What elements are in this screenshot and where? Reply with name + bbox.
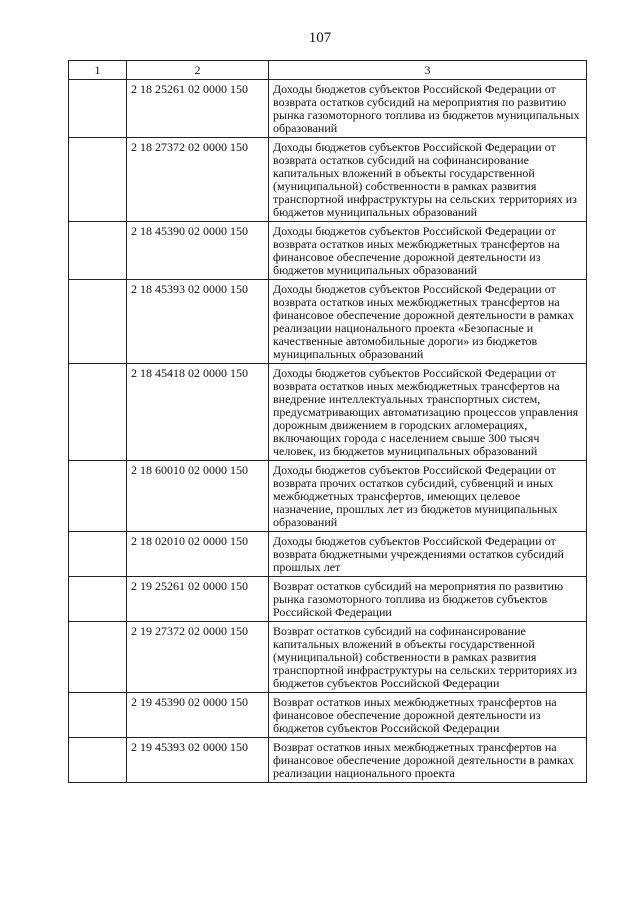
budget-code-cell: 2 19 45390 02 0000 150	[127, 693, 269, 738]
budget-code-cell: 2 18 27372 02 0000 150	[127, 138, 269, 222]
budget-code-cell: 2 19 27372 02 0000 150	[127, 622, 269, 693]
row-number-cell	[69, 693, 127, 738]
budget-code-cell: 2 19 25261 02 0000 150	[127, 577, 269, 622]
budget-code-cell: 2 18 02010 02 0000 150	[127, 532, 269, 577]
budget-code-cell: 2 18 60010 02 0000 150	[127, 461, 269, 532]
description-cell: Возврат остатков иных межбюджетных трансфертов на финансовое обеспечение дорожной деятельности в рамках реализации национального проекта	[269, 738, 587, 783]
table-row	[69, 364, 587, 461]
table-row	[69, 693, 587, 738]
table-row	[69, 622, 587, 693]
header-cell-2: 2	[127, 61, 269, 80]
budget-classification-table	[68, 60, 587, 783]
table-row	[69, 738, 587, 783]
table-row	[69, 280, 587, 364]
budget-code-cell: 2 18 45393 02 0000 150	[127, 280, 269, 364]
page-number: 107	[308, 30, 332, 46]
description-cell: Доходы бюджетов субъектов Российской Федерации от возврата остатков субсидий на мероприятия по развитию рынка газомоторного топлива из бюджетов муниципальных образований	[269, 80, 587, 138]
description-cell: Доходы бюджетов субъектов Российской Федерации от возврата прочих остатков субсидий, субвенций и иных межбюджетных трансфертов, имеющих целевое назначение, прошлых лет из бюджетов муниципальных образований	[269, 461, 587, 532]
description-cell: Возврат остатков субсидий на мероприятия по развитию рынка газомоторного топлива из бюджетов субъектов Российской Федерации	[269, 577, 587, 622]
table-row	[69, 532, 587, 577]
row-number-cell	[69, 738, 127, 783]
budget-code-cell: 2 19 45393 02 0000 150	[127, 738, 269, 783]
description-cell: Доходы бюджетов субъектов Российской Федерации от возврата остатков субсидий на софинансирование капитальных вложений в объекты государственной (муниципальной) собственности в рамках развития транспортной инфраструктуры на сельских территориях из бюджетов муниципальных образований	[269, 138, 587, 222]
description-cell: Доходы бюджетов субъектов Российской Федерации от возврата остатков иных межбюджетных трансфертов на финансовое обеспечение дорожной деятельности из бюджетов муниципальных образований	[269, 222, 587, 280]
description-cell: Доходы бюджетов субъектов Российской Федерации от возврата остатков иных межбюджетных трансфертов на финансовое обеспечение дорожной деятельности в рамках реализации национального проекта «Безопасные и качественные автомобильные дороги» из бюджетов муниципальных образований	[269, 280, 587, 364]
budget-code-cell: 2 18 45418 02 0000 150	[127, 364, 269, 461]
row-number-cell	[69, 461, 127, 532]
row-number-cell	[69, 622, 127, 693]
header-cell-1: 1	[69, 61, 127, 80]
row-number-cell	[69, 532, 127, 577]
row-number-cell	[69, 138, 127, 222]
table-row	[69, 461, 587, 532]
row-number-cell	[69, 222, 127, 280]
header-cell-3: 3	[269, 61, 587, 80]
table-row	[69, 222, 587, 280]
budget-code-cell: 2 18 45390 02 0000 150	[127, 222, 269, 280]
row-number-cell	[69, 577, 127, 622]
description-cell: Доходы бюджетов субъектов Российской Федерации от возврата остатков иных межбюджетных трансфертов на внедрение интеллектуальных транспортных систем, предусматривающих автоматизацию процессов управления дорожным движением в городских агломерациях, включающих города с населением свыше 300 тысяч человек, из бюджетов муниципальных образований	[269, 364, 587, 461]
description-cell: Доходы бюджетов субъектов Российской Федерации от возврата бюджетными учреждениями остатков субсидий прошлых лет	[269, 532, 587, 577]
description-cell: Возврат остатков субсидий на софинансирование капитальных вложений в объекты государственной (муниципальной) собственности в рамках развития транспортной инфраструктуры на сельских территориях из бюджетов субъектов Российской Федерации	[269, 622, 587, 693]
row-number-cell	[69, 280, 127, 364]
table-row	[69, 577, 587, 622]
table-row	[69, 138, 587, 222]
row-number-cell	[69, 364, 127, 461]
table-header-row	[69, 61, 587, 80]
table-row	[69, 80, 587, 138]
budget-code-cell: 2 18 25261 02 0000 150	[127, 80, 269, 138]
row-number-cell	[69, 80, 127, 138]
description-cell: Возврат остатков иных межбюджетных трансфертов на финансовое обеспечение дорожной деятельности из бюджетов субъектов Российской Федерации	[269, 693, 587, 738]
